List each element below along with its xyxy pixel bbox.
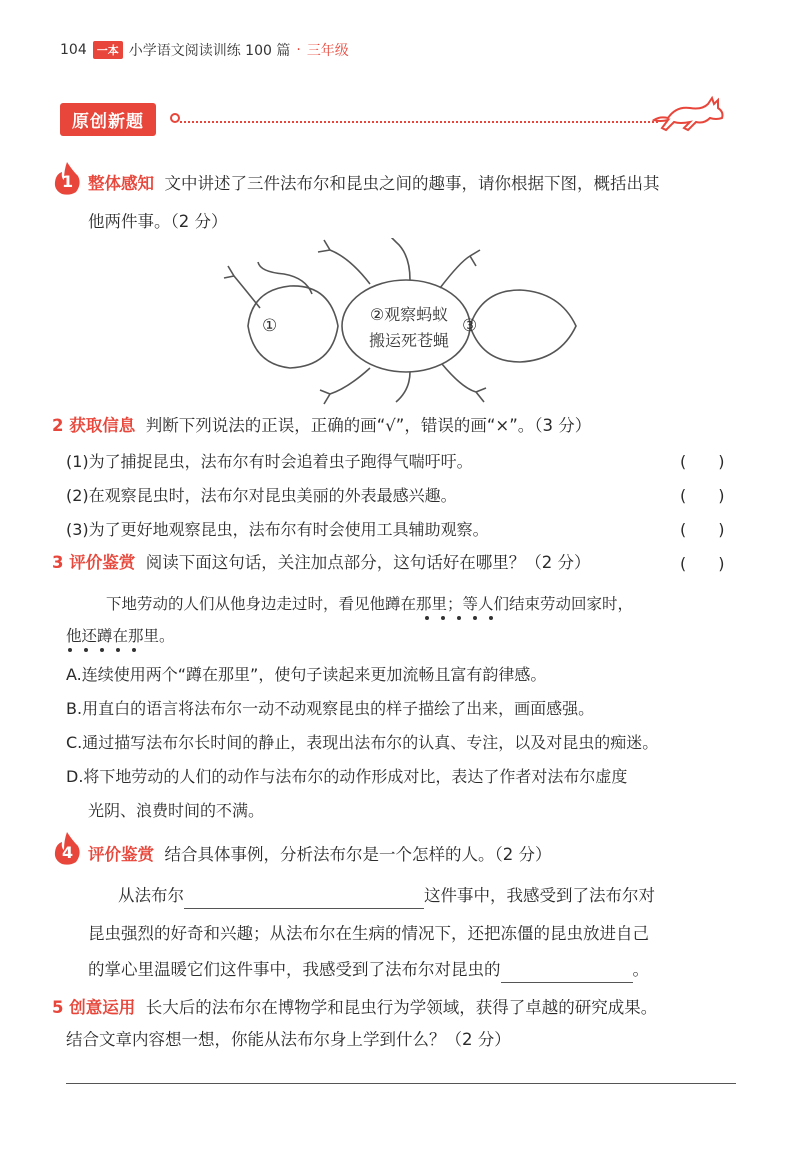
q4-number: 4 [62, 843, 74, 862]
q1-text-line1: 文中讲述了三件法布尔和昆虫之间的趣事，请你根据下图，概括出其 [164, 174, 660, 193]
q3-quote-line1: 下地劳动的人们从他身边走过时，看见他蹲在那里；等人们结束劳动回家时， [106, 595, 634, 613]
q3-option-b: B.用直白的语言将法布尔一动不动观察昆虫的样子描绘了出来，画面感强。 [66, 699, 595, 718]
header-separator: · [296, 42, 301, 58]
q2-label: 2 获取信息 [52, 416, 136, 435]
running-cat-icon [650, 92, 730, 134]
q2-text: 判断下列说法的正误，正确的画“√”，错误的画“×”。（3 分） [145, 416, 592, 435]
q4-blank-2[interactable] [501, 958, 633, 983]
q5-label: 5 创意运用 [52, 998, 136, 1017]
q3-label: 3 评价鉴赏 [52, 553, 136, 572]
diagram-label-left: ① [262, 316, 278, 336]
q2-item-2: (2)在观察昆虫时，法布尔对昆虫美丽的外表最感兴趣。 [66, 486, 457, 505]
section-title: 原创新题 [60, 103, 156, 136]
diagram-thorax-shape [342, 280, 470, 372]
q1-prompt [88, 172, 768, 196]
book-title: 小学语文阅读训练 100 篇 [128, 43, 291, 59]
q1-label: 整体感知 [88, 174, 154, 193]
q4-blank-1[interactable] [184, 884, 424, 909]
q3-quote-line2: 他还蹲在那里。 [66, 627, 175, 645]
grade-label: 三年级 [306, 43, 349, 59]
q5-prompt [52, 996, 772, 1020]
q2-answer-1[interactable]: ( ) [680, 452, 725, 471]
q4-para-mid: 这件事中，我感受到了法布尔对 [424, 886, 655, 905]
q2-answer-2[interactable]: ( ) [680, 486, 725, 505]
q3-option-d-cont: 光阴、浪费时间的不满。 [88, 801, 265, 820]
page-number: 104 [60, 42, 87, 58]
q2-item-3: (3)为了更好地观察昆虫，法布尔有时会使用工具辅助观察。 [66, 520, 489, 539]
q1-number: 1 [62, 172, 74, 191]
q3-option-c: C.通过描写法布尔长时间的静止，表现出法布尔的认真、专注，以及对昆虫的痴迷。 [66, 733, 659, 752]
q3-emphasis-dots-1 [425, 616, 525, 620]
q3-prompt [52, 551, 672, 575]
q2-answer-3[interactable]: ( ) [680, 520, 725, 539]
section-dot [170, 113, 180, 123]
page-header [60, 40, 349, 60]
q4-para-end: 。 [632, 960, 649, 979]
q3-answer[interactable]: ( ) [680, 554, 725, 573]
q5-text-line1: 长大后的法布尔在博物学和昆虫行为学领域，获得了卓越的研究成果。 [145, 998, 658, 1017]
q4-para-line1 [118, 884, 768, 909]
q3-text: 阅读下面这句话，关注加点部分，这句话好在哪里？（2 分） [145, 553, 591, 572]
diagram-label-right: ③ [462, 316, 478, 336]
q4-para-line2: 昆虫强烈的好奇和兴趣；从法布尔在生病的情况下，还把冻僵的昆虫放进自己 [88, 924, 649, 943]
diagram-abdomen-shape [470, 290, 576, 362]
q5-text-line2: 结合文章内容想一想，你能从法布尔身上学到什么？（2 分） [66, 1030, 511, 1049]
q3-option-d: D.将下地劳动的人们的动作与法布尔的动作形成对比，表达了作者对法布尔虚度 [66, 767, 628, 786]
q2-item-1: (1)为了捕捉昆虫，法布尔有时会追着虫子跑得气喘吁吁。 [66, 452, 473, 471]
q3-emphasis-dots-2 [68, 648, 136, 652]
q4-prompt [88, 843, 768, 867]
section-dotted-line [180, 121, 658, 123]
q4-para-line3-text: 的掌心里温暖它们这件事中，我感受到了法布尔对昆虫的 [88, 960, 501, 979]
q4-para-line3 [88, 958, 768, 983]
q5-answer-line[interactable] [66, 1083, 736, 1084]
brand-badge: 一本 [93, 41, 123, 59]
q4-text: 结合具体事例，分析法布尔是一个怎样的人。（2 分） [164, 845, 552, 864]
diagram-label-center-1: ②观察蚂蚁 [369, 305, 449, 324]
q3-option-a: A.连续使用两个“蹲在那里”，使句子读起来更加流畅且富有韵律感。 [66, 665, 547, 684]
q4-label: 评价鉴赏 [88, 845, 154, 864]
diagram-label-center-2: 搬运死苍蝇 [368, 331, 449, 350]
q1-text-line2: 他两件事。（2 分） [88, 212, 228, 231]
q2-prompt [52, 414, 772, 438]
q4-para-start: 从法布尔 [118, 886, 184, 905]
